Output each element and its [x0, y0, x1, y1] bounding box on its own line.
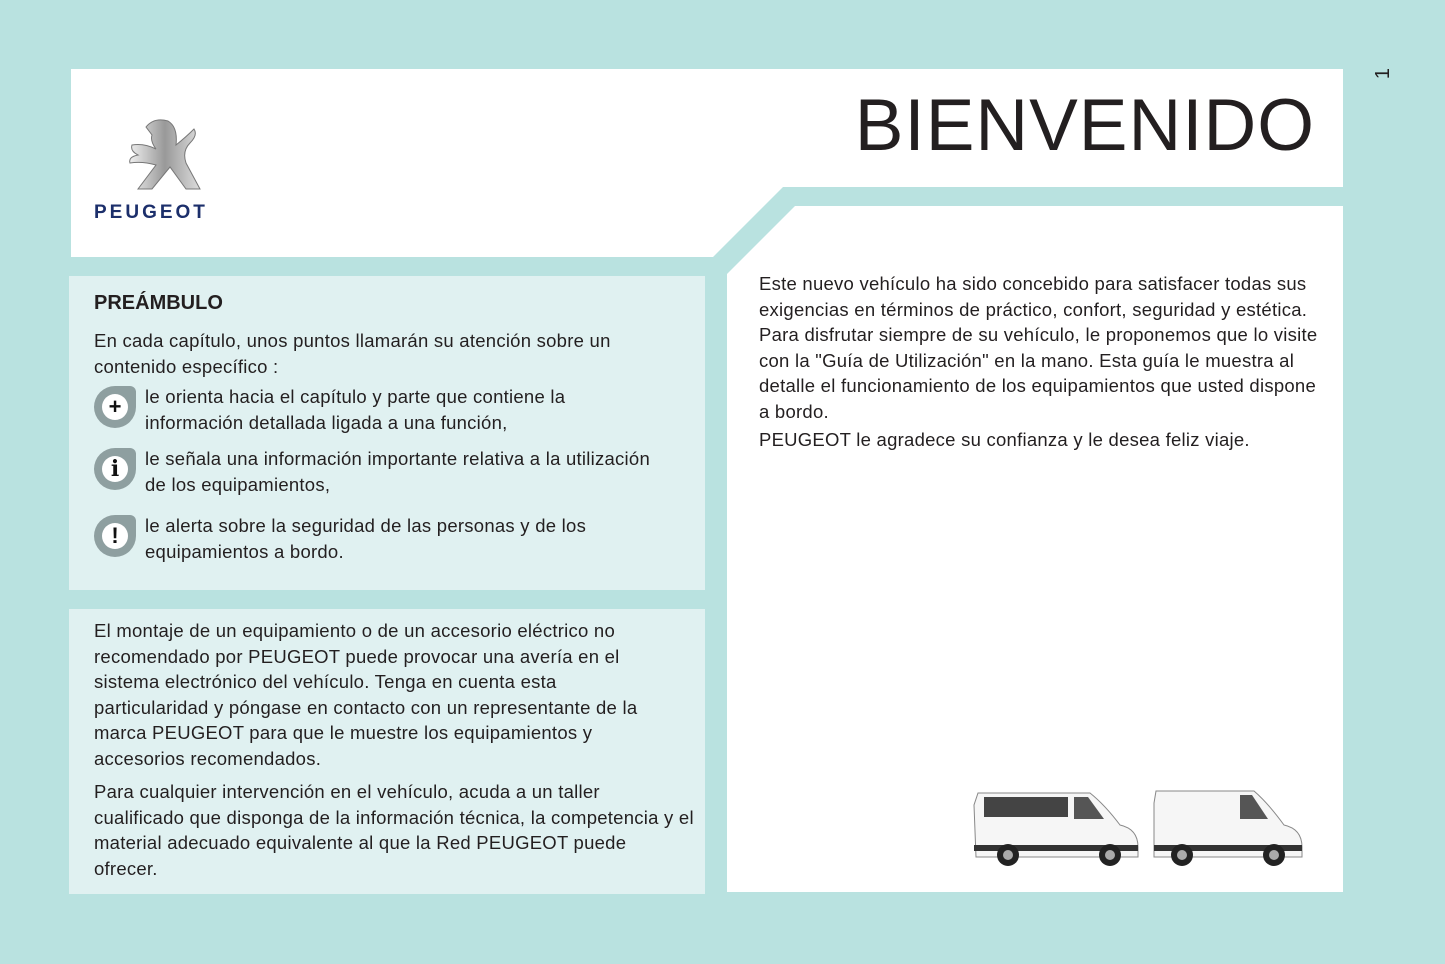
info-icon: i	[94, 448, 136, 490]
welcome-paragraph-1: Este nuevo vehículo ha sido concebido para satisfacer todas sus exigencias en términos de práctico, confort, seguridad y estética. Para disfrutar siempre de su vehículo, le proponemos que lo visite con la "Guía de Utilización" en la mano. Esta guía le muestra al detalle el funcionamiento de los equipamientos que usted dispone a bordo.	[759, 273, 1318, 422]
van-images	[970, 785, 1320, 870]
notice-paragraph-1: El montaje de un equipamiento o de un accesorio eléctrico no recomendado por PEUGEOT puede provocar una avería en el sistema electrónico del vehículo. Tenga en cuenta esta particularidad y póngase en contacto con un representante de la marca PEUGEOT para que le muestre los equipamientos y accesorios recomendados.	[94, 620, 638, 769]
plus-icon: +	[94, 386, 136, 428]
page-number: 1	[1372, 67, 1395, 80]
preambulo-heading: PREÁMBULO	[94, 292, 223, 314]
preambulo-intro: En cada capítulo, unos puntos llamarán su atención sobre un contenido específico :	[94, 330, 611, 377]
brand-name: PEUGEOT	[94, 202, 208, 223]
peugeot-lion-logo	[94, 115, 244, 195]
list-item	[94, 384, 654, 435]
notice-paragraph-2: Para cualquier intervención en el vehículo, acuda a un taller cualificado que disponga de la información técnica, la competencia y el material adecuado equivalente al que la Red PEUGEOT puede ofrecer.	[94, 781, 694, 879]
van-windowed-image	[974, 793, 1138, 866]
item-text: le alerta sobre la seguridad de las personas y de los equipamientos a bordo.	[145, 515, 587, 562]
preambulo-box	[69, 276, 705, 590]
notice-box	[69, 609, 705, 894]
list-item	[94, 513, 654, 564]
van-panel-image	[1154, 791, 1302, 866]
page-title: BIENVENIDO	[854, 85, 1315, 166]
welcome-text	[759, 271, 1319, 456]
item-text: le señala una información importante relativa a la utilización de los equipamientos,	[145, 448, 650, 495]
warning-icon: !	[94, 515, 136, 557]
item-text: le orienta hacia el capítulo y parte que contiene la información detallada ligada a una función,	[145, 386, 566, 433]
list-item	[94, 446, 654, 497]
welcome-paragraph-2: PEUGEOT le agradece su confianza y le desea feliz viaje.	[759, 429, 1250, 450]
